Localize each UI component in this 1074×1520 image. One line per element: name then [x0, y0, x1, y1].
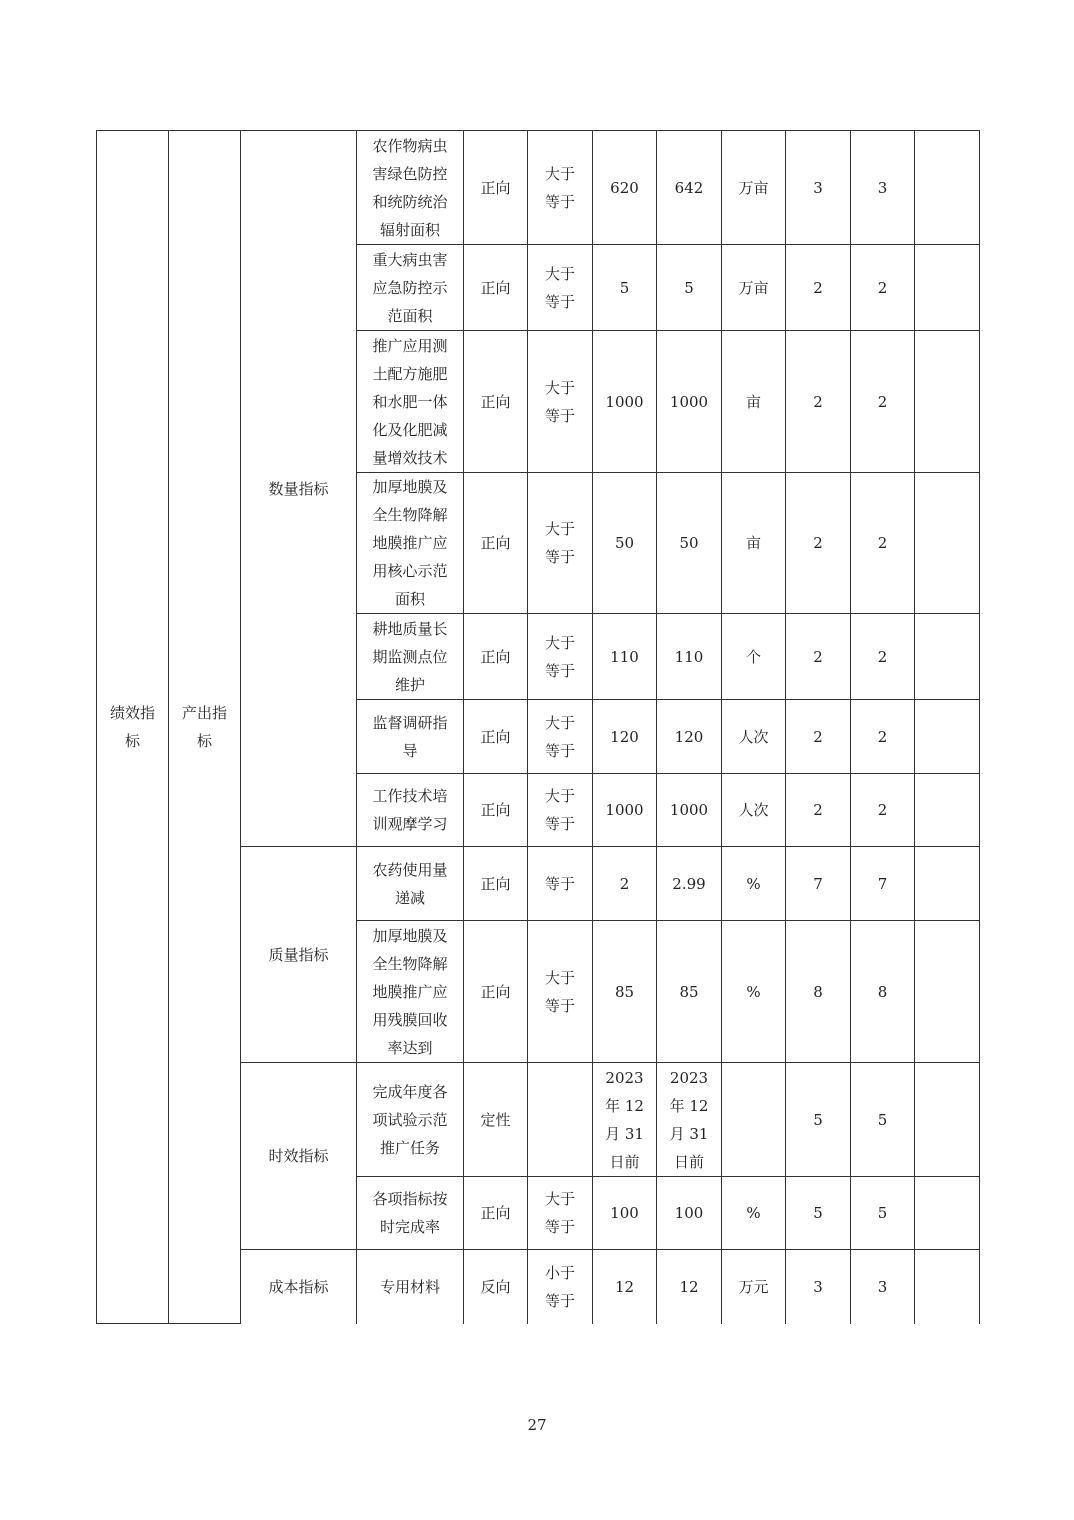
note-cell — [915, 700, 980, 774]
operator-cell: 等于 — [528, 847, 593, 921]
score-cell: 5 — [851, 1177, 915, 1250]
weight-cell: 2 — [786, 245, 851, 331]
direction-cell: 正向 — [464, 614, 528, 700]
indicator-name: 重大病虫害 应急防控示 范面积 — [357, 245, 464, 331]
indicator-name: 加厚地膜及 全生物降解 地膜推广应 用残膜回收 率达到 — [357, 921, 464, 1063]
note-cell — [915, 847, 980, 921]
unit-cell: 万元 — [722, 1250, 786, 1324]
target-cell: 2023 年 12 月 31 日前 — [593, 1063, 657, 1177]
operator-cell: 大于 等于 — [528, 131, 593, 245]
target-cell: 620 — [593, 131, 657, 245]
indicator-name: 推广应用测 土配方施肥 和水肥一体 化及化肥减 量增效技术 — [357, 331, 464, 473]
direction-cell: 正向 — [464, 774, 528, 847]
target-cell: 12 — [593, 1250, 657, 1324]
operator-cell — [528, 1063, 593, 1177]
indicator-name: 完成年度各 项试验示范 推广任务 — [357, 1063, 464, 1177]
weight-cell: 2 — [786, 614, 851, 700]
indicator-name: 耕地质量长 期监测点位 维护 — [357, 614, 464, 700]
direction-cell: 反向 — [464, 1250, 528, 1324]
actual-cell: 642 — [657, 131, 722, 245]
operator-cell: 大于 等于 — [528, 1177, 593, 1250]
operator-cell: 大于 等于 — [528, 921, 593, 1063]
note-cell — [915, 1250, 980, 1324]
page-number: 27 — [527, 1416, 547, 1434]
score-cell: 8 — [851, 921, 915, 1063]
weight-cell: 7 — [786, 847, 851, 921]
target-cell: 85 — [593, 921, 657, 1063]
operator-cell: 大于 等于 — [528, 774, 593, 847]
direction-cell: 正向 — [464, 847, 528, 921]
actual-cell: 110 — [657, 614, 722, 700]
actual-cell: 100 — [657, 1177, 722, 1250]
weight-cell: 2 — [786, 473, 851, 614]
note-cell — [915, 473, 980, 614]
weight-cell: 3 — [786, 131, 851, 245]
operator-cell: 小于 等于 — [528, 1250, 593, 1324]
unit-cell — [722, 1063, 786, 1177]
direction-cell: 正向 — [464, 131, 528, 245]
actual-cell: 2.99 — [657, 847, 722, 921]
indicator-name: 加厚地膜及 全生物降解 地膜推广应 用核心示范 面积 — [357, 473, 464, 614]
actual-cell: 2023 年 12 月 31 日前 — [657, 1063, 722, 1177]
group-quantity: 数量指标 — [241, 131, 357, 847]
actual-cell: 120 — [657, 700, 722, 774]
score-cell: 2 — [851, 331, 915, 473]
target-cell: 1000 — [593, 774, 657, 847]
weight-cell: 5 — [786, 1063, 851, 1177]
target-cell: 120 — [593, 700, 657, 774]
direction-cell: 定性 — [464, 1063, 528, 1177]
weight-cell: 8 — [786, 921, 851, 1063]
note-cell — [915, 614, 980, 700]
group-quality: 质量指标 — [241, 847, 357, 1063]
level2-cell: 产出指 标 — [169, 131, 241, 1324]
actual-cell: 5 — [657, 245, 722, 331]
direction-cell: 正向 — [464, 700, 528, 774]
direction-cell: 正向 — [464, 1177, 528, 1250]
target-cell: 5 — [593, 245, 657, 331]
unit-cell: 人次 — [722, 774, 786, 847]
direction-cell: 正向 — [464, 245, 528, 331]
unit-cell: 亩 — [722, 331, 786, 473]
unit-cell: % — [722, 847, 786, 921]
weight-cell: 5 — [786, 1177, 851, 1250]
indicator-name: 专用材料 — [357, 1250, 464, 1324]
direction-cell: 正向 — [464, 331, 528, 473]
unit-cell: % — [722, 921, 786, 1063]
target-cell: 2 — [593, 847, 657, 921]
actual-cell: 85 — [657, 921, 722, 1063]
score-cell: 2 — [851, 245, 915, 331]
score-cell: 5 — [851, 1063, 915, 1177]
note-cell — [915, 921, 980, 1063]
group-cost: 成本指标 — [241, 1250, 357, 1324]
level1-cell: 绩效指 标 — [97, 131, 169, 1324]
unit-cell: 亩 — [722, 473, 786, 614]
unit-cell: 万亩 — [722, 131, 786, 245]
indicator-name: 农作物病虫 害绿色防控 和统防统治 辐射面积 — [357, 131, 464, 245]
target-cell: 100 — [593, 1177, 657, 1250]
note-cell — [915, 1063, 980, 1177]
weight-cell: 2 — [786, 331, 851, 473]
operator-cell: 大于 等于 — [528, 614, 593, 700]
note-cell — [915, 331, 980, 473]
score-cell: 2 — [851, 473, 915, 614]
score-cell: 2 — [851, 700, 915, 774]
note-cell — [915, 774, 980, 847]
score-cell: 3 — [851, 131, 915, 245]
unit-cell: 人次 — [722, 700, 786, 774]
target-cell: 1000 — [593, 331, 657, 473]
unit-cell: 个 — [722, 614, 786, 700]
note-cell — [915, 245, 980, 331]
unit-cell: % — [722, 1177, 786, 1250]
indicator-name: 各项指标按 时完成率 — [357, 1177, 464, 1250]
score-cell: 2 — [851, 614, 915, 700]
indicator-name: 农药使用量 递减 — [357, 847, 464, 921]
operator-cell: 大于 等于 — [528, 245, 593, 331]
indicator-name: 监督调研指 导 — [357, 700, 464, 774]
score-cell: 3 — [851, 1250, 915, 1324]
actual-cell: 1000 — [657, 774, 722, 847]
target-cell: 50 — [593, 473, 657, 614]
weight-cell: 2 — [786, 700, 851, 774]
target-cell: 110 — [593, 614, 657, 700]
direction-cell: 正向 — [464, 473, 528, 614]
performance-indicator-table — [96, 130, 980, 1324]
weight-cell: 2 — [786, 774, 851, 847]
weight-cell: 3 — [786, 1250, 851, 1324]
actual-cell: 1000 — [657, 331, 722, 473]
group-timeliness: 时效指标 — [241, 1063, 357, 1250]
actual-cell: 12 — [657, 1250, 722, 1324]
operator-cell: 大于 等于 — [528, 331, 593, 473]
operator-cell: 大于 等于 — [528, 473, 593, 614]
table-row — [97, 131, 980, 245]
operator-cell: 大于 等于 — [528, 700, 593, 774]
unit-cell: 万亩 — [722, 245, 786, 331]
indicator-name: 工作技术培 训观摩学习 — [357, 774, 464, 847]
score-cell: 7 — [851, 847, 915, 921]
actual-cell: 50 — [657, 473, 722, 614]
score-cell: 2 — [851, 774, 915, 847]
note-cell — [915, 1177, 980, 1250]
note-cell — [915, 131, 980, 245]
direction-cell: 正向 — [464, 921, 528, 1063]
